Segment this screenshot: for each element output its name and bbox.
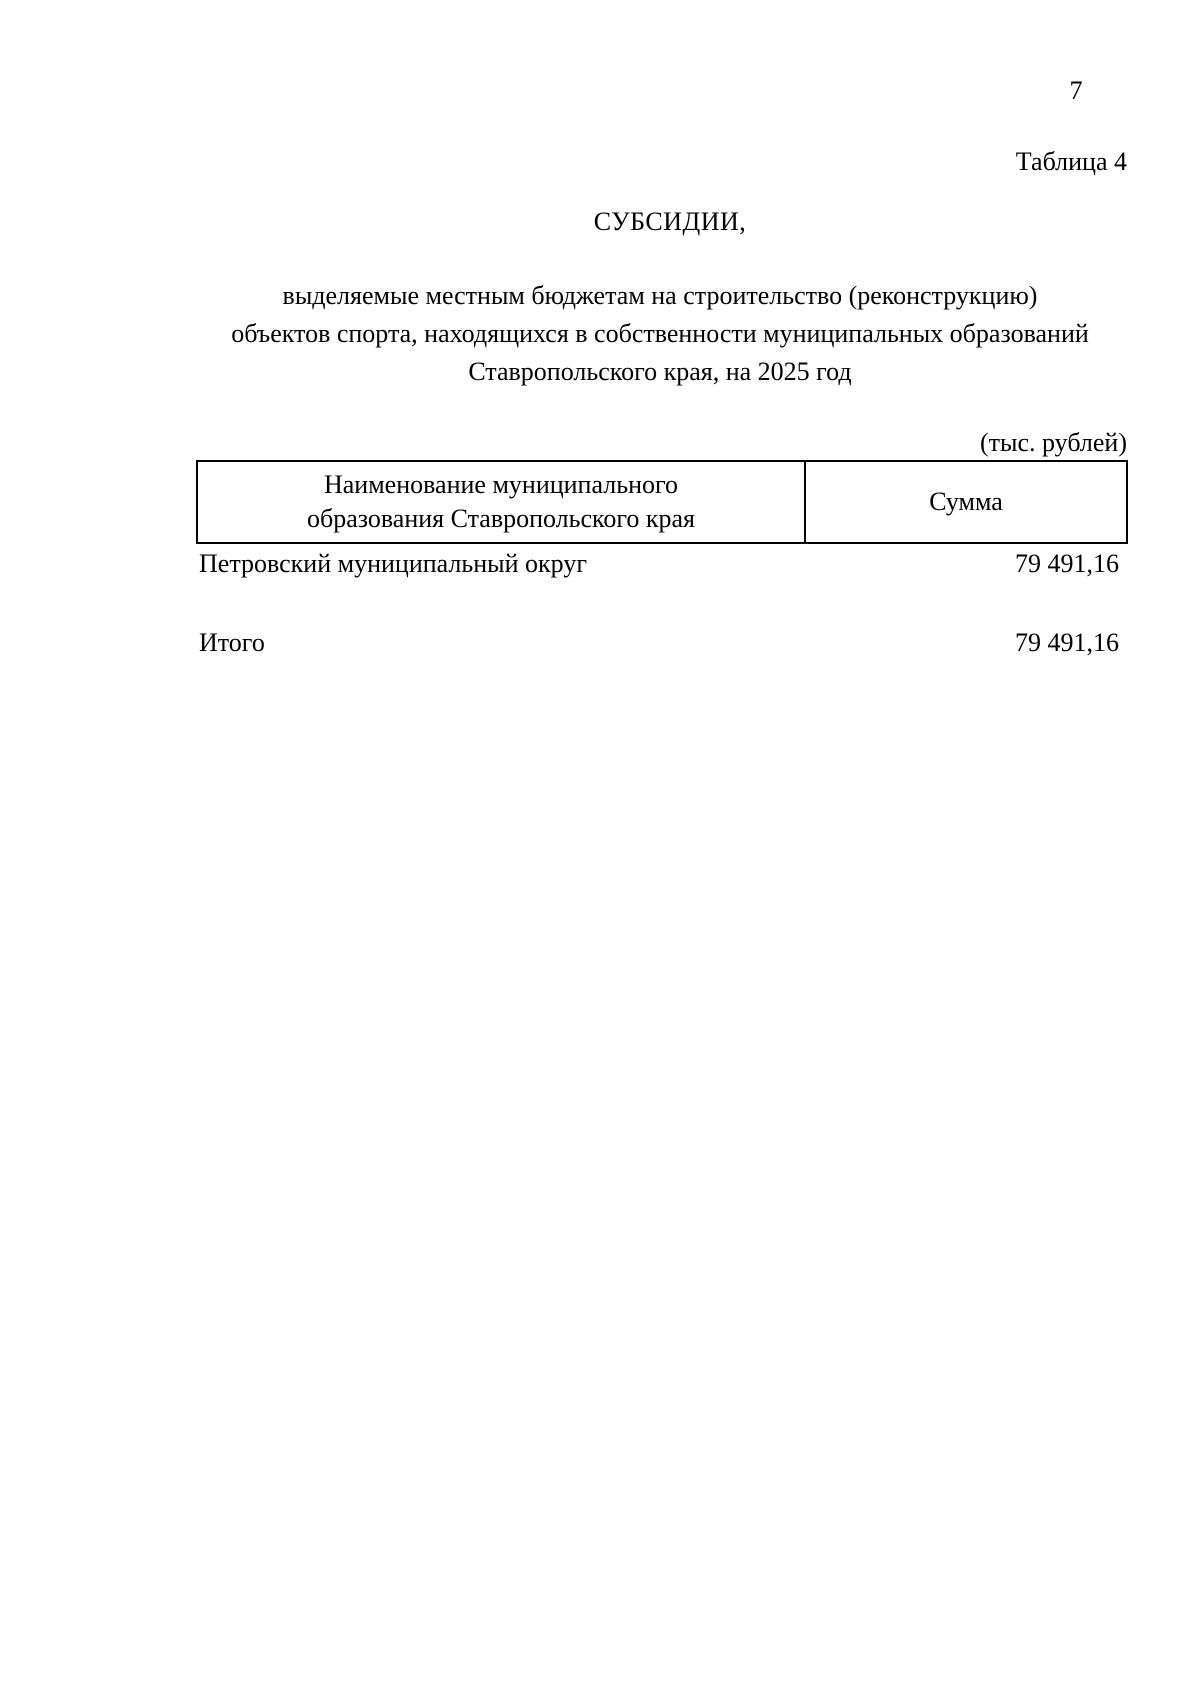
subtitle-line: объектов спорта, находящихся в собственности муниципальных образований	[231, 319, 1089, 348]
table-row	[199, 549, 1119, 579]
header-cell-name	[198, 462, 806, 542]
header-cell-sum	[806, 462, 1126, 542]
header-sum-label: Сумма	[929, 487, 1003, 516]
row-amount: 79 491,16	[1015, 549, 1119, 578]
subtitle-line: выделяемые местным бюджетам на строительство (реконструкцию)	[282, 281, 1038, 310]
total-row	[199, 628, 1119, 658]
subtitle-line: Ставропольского края, на 2025 год	[468, 357, 852, 386]
header-name-line: Наименование муниципального	[323, 470, 679, 499]
table-label: Таблица 4	[1015, 147, 1127, 176]
unit-label: (тыс. рублей)	[979, 428, 1127, 457]
document-subtitle	[180, 277, 1140, 391]
total-label: Итого	[199, 628, 265, 657]
row-name: Петровский муниципальный округ	[199, 549, 587, 578]
page-number: 7	[1069, 76, 1083, 105]
total-amount: 79 491,16	[1015, 628, 1119, 657]
header-name-line: образования Ставропольского края	[306, 504, 696, 533]
document-title: СУБСИДИИ,	[593, 207, 747, 236]
table-header	[196, 460, 1128, 544]
